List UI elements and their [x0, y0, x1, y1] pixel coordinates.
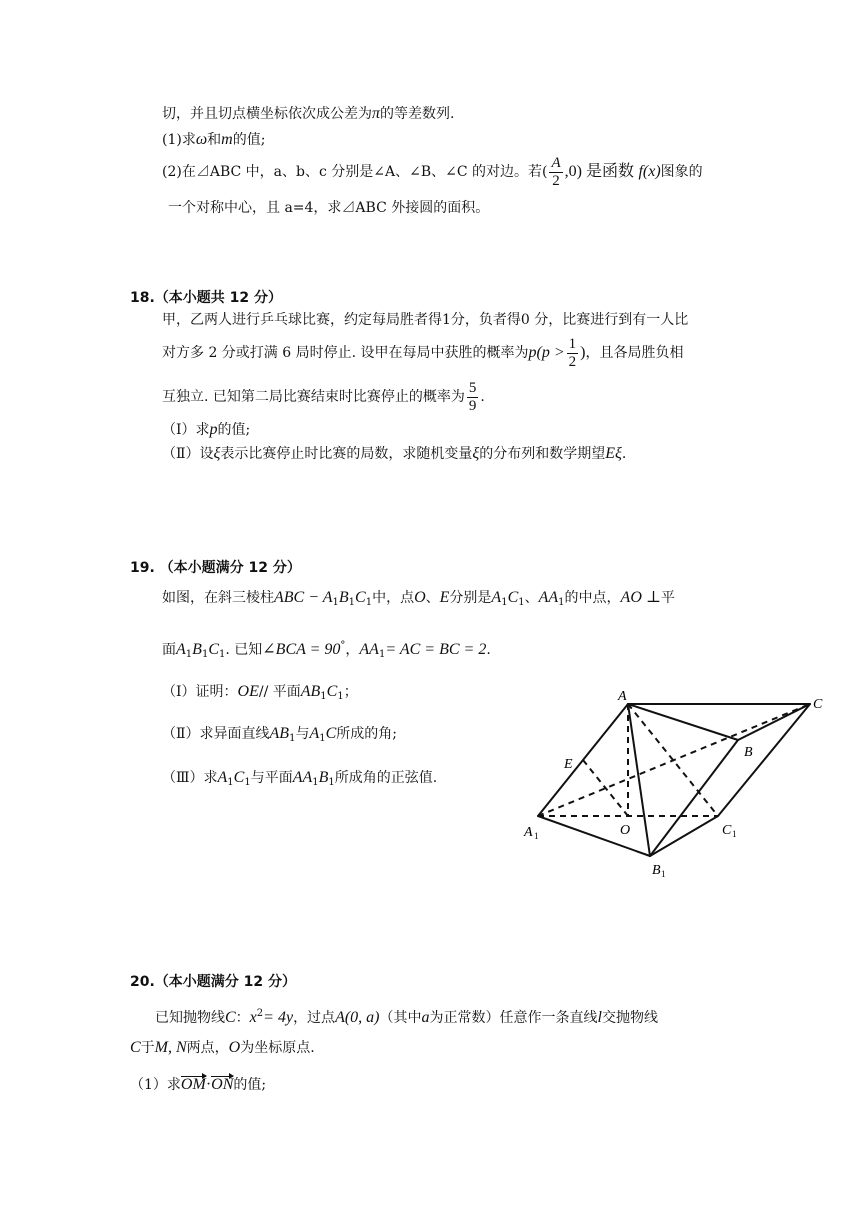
text: 的分布列和数学期望 [479, 446, 606, 462]
prism-figure [510, 684, 830, 880]
text: 表示比赛停止时比赛的局数，求随机变量 [220, 446, 473, 462]
text: . [621, 446, 627, 462]
math-prism: ABC − A [274, 589, 333, 606]
dashed-e-o [583, 760, 628, 816]
subscript: 1 [365, 597, 373, 608]
edge-a-b1 [628, 704, 650, 856]
math-x: (x) [642, 163, 661, 180]
subscript: 1 [378, 649, 386, 660]
math: x [249, 1009, 257, 1026]
p19-q3 [162, 768, 437, 793]
subscript: 1 [328, 777, 335, 788]
text: 面 [162, 642, 176, 658]
math: a [421, 1009, 430, 1026]
subscript: 1 [244, 777, 251, 788]
text: 的中点， [564, 590, 621, 606]
label-b: B [744, 745, 753, 760]
frac-num: 1 [568, 335, 577, 352]
math: B [338, 589, 349, 606]
math-omega: ω [195, 131, 208, 148]
subscript: 1 [558, 597, 565, 608]
vector-om: OM [180, 1076, 206, 1093]
text: . 已知 [225, 642, 263, 658]
frac-num: A [551, 154, 561, 171]
math-c: C [225, 1009, 236, 1026]
p20-line2 [130, 1038, 315, 1058]
math-expectation: Eξ [605, 445, 622, 462]
text: 、 [524, 590, 539, 606]
subscript: 1 [337, 691, 344, 702]
subscript: 1 [227, 777, 234, 788]
math-dot: · [205, 1076, 212, 1093]
p17-q2-line2 [168, 198, 489, 218]
math-p: p [209, 421, 218, 438]
text: 已知抛物线 [155, 1010, 225, 1026]
label-a: A [618, 689, 627, 704]
text: （Ⅱ）设 [162, 446, 214, 462]
math-xi: ξ [472, 445, 480, 462]
text: ： [235, 1010, 250, 1026]
text: ,0) 是函数 [564, 163, 634, 180]
math-o: O [414, 589, 426, 606]
subscript: 1 [312, 777, 319, 788]
text: （其中 [379, 1010, 422, 1026]
math: l [597, 1009, 602, 1026]
p19-line2 [162, 636, 491, 665]
p19-q1 [162, 682, 358, 707]
text: ， [345, 642, 360, 658]
p17-line1 [162, 104, 454, 124]
math-cond: (p > [536, 344, 565, 361]
p19-heading: 19. （本小题满分 12 分） [130, 560, 301, 576]
math: C [233, 769, 245, 786]
text: 为坐标原点. [240, 1040, 315, 1056]
text: 两点， [186, 1040, 229, 1056]
text: 切，并且切点横坐标依次成公差为 [162, 106, 372, 122]
p18-line1 [162, 310, 688, 330]
math: A [491, 589, 502, 606]
math: A [309, 725, 320, 742]
text: . [480, 389, 485, 405]
p18-line3 [162, 378, 485, 416]
p19-q2 [162, 724, 397, 749]
math-p: p [528, 344, 537, 361]
text: 平 [660, 590, 675, 606]
p18-heading: 18.（本小题共 12 分） [130, 290, 283, 306]
text: 如图，在斜三棱柱 [162, 590, 274, 606]
label-a1: A [524, 825, 533, 840]
math: M, N [154, 1039, 187, 1056]
math: = 4y [263, 1009, 294, 1026]
text: 的等差数列. [380, 106, 455, 122]
edge-a-b [628, 704, 738, 740]
subscript: 1 [319, 733, 326, 744]
subscript: 1 [518, 597, 525, 608]
subscript: 1 [201, 649, 209, 660]
math-e: E [439, 589, 450, 606]
math-xi: ξ [213, 445, 221, 462]
text: 与 [295, 726, 310, 742]
math: AB [300, 683, 321, 700]
fraction-5-over-9 [467, 380, 479, 415]
text: 对方多 2 分或打满 6 局时停止. 设甲在每局中获胜的概率为 [162, 345, 529, 361]
superscript: 2 [256, 1008, 264, 1019]
text: 中，点 [372, 590, 415, 606]
edge-a1-b1 [538, 816, 650, 856]
p20-heading: 20.（本小题满分 12 分） [130, 974, 297, 990]
subscript: 1 [501, 597, 508, 608]
p19-line1 [162, 588, 675, 613]
label-c: C [813, 697, 823, 712]
label-b1-sub: 1 [661, 869, 666, 879]
math-f: f [638, 163, 643, 180]
text: 、 [425, 590, 440, 606]
text: ，且各局胜负相 [585, 345, 684, 361]
p17-q2 [162, 154, 703, 190]
label-c1: C [722, 823, 732, 838]
frac-den: 2 [568, 353, 577, 370]
math: OE [237, 683, 259, 700]
text: （1）求 [130, 1077, 181, 1093]
text: (1)求 [162, 132, 196, 148]
frac-den: 2 [552, 172, 560, 189]
math: C [326, 683, 338, 700]
math: B [318, 769, 329, 786]
text: 图象的 [660, 164, 703, 180]
text: . [486, 642, 491, 658]
math: A [217, 769, 228, 786]
label-a1-sub: 1 [534, 831, 539, 841]
fraction-1-over-2 [567, 336, 579, 371]
text: 和 [207, 132, 222, 148]
text: ) [580, 344, 586, 361]
text: 于 [140, 1040, 155, 1056]
text: （Ⅰ）求 [162, 422, 210, 438]
text: (2)在⊿ABC 中，a、b、c 分别是∠A、∠B、∠C 的对边。若( [162, 164, 548, 180]
label-c1-sub: 1 [732, 829, 737, 839]
subscript: 1 [218, 649, 226, 660]
math-perp: AO ⊥ [620, 589, 661, 606]
text: 的值; [232, 132, 266, 148]
math-equation: = AC = BC = 2 [385, 641, 487, 658]
math-c: C [130, 1039, 141, 1056]
vector-on: ON [211, 1076, 234, 1093]
frac-num: 5 [468, 379, 477, 396]
math-m: m [221, 131, 233, 148]
text: （Ⅲ）求 [162, 770, 218, 786]
subscript: 1 [320, 691, 327, 702]
text: 的值; [233, 1077, 267, 1093]
edge-b-c [738, 704, 810, 740]
text: ； [343, 684, 358, 700]
text: 互独立. 已知第二局比赛结束时比赛停止的概率为 [162, 389, 465, 405]
subscript: 1 [289, 733, 296, 744]
math: O [228, 1039, 241, 1056]
text: ，过点 [293, 1010, 336, 1026]
label-o: O [620, 823, 631, 838]
math: AA [538, 589, 559, 606]
math: C [325, 725, 337, 742]
p18-q1 [162, 420, 250, 440]
text: 甲，乙两人进行乒乓球比赛，约定每局胜者得1分，负者得0 分，比赛进行到有一人比 [162, 312, 689, 328]
edge-b-b1 [650, 740, 738, 856]
text: // 平面 [258, 684, 301, 700]
math: B [192, 641, 202, 658]
edge-b1-c1 [650, 816, 718, 856]
math: C [507, 589, 519, 606]
subscript: 1 [185, 649, 193, 660]
p17-q1 [162, 130, 265, 150]
math: A [176, 641, 186, 658]
p20-q1 [130, 1074, 266, 1095]
p18-line2 [162, 334, 683, 372]
text: 一个对称中心，且 a=4，求⊿ABC 外接圆的面积。 [168, 200, 490, 216]
text: 交抛物线 [601, 1010, 658, 1026]
superscript: ° [340, 640, 346, 651]
label-e: E [564, 757, 573, 772]
math-point: A(0, a) [335, 1009, 380, 1026]
label-b1: B [652, 863, 661, 878]
p18-q2 [162, 444, 626, 464]
math: C [355, 589, 366, 606]
text: 分别是 [449, 590, 492, 606]
math: AB [269, 725, 290, 742]
p20-line1 [155, 1004, 658, 1028]
text: 为正常数）任意作一条直线 [429, 1010, 598, 1026]
edge-c1-c [718, 704, 810, 816]
math-angle: ∠BCA = 90 [262, 641, 341, 658]
dashed-a1-c [538, 704, 810, 816]
text: （Ⅰ）证明： [162, 684, 238, 700]
math: C [208, 641, 219, 658]
frac-den: 9 [468, 397, 477, 414]
text: （Ⅱ）求异面直线 [162, 726, 270, 742]
text: 与平面 [250, 770, 293, 786]
math: AA [359, 641, 379, 658]
text: 所成的角; [336, 726, 397, 742]
fraction-a-over-2 [549, 155, 562, 190]
subscript: 1 [348, 597, 356, 608]
text: 的值; [217, 422, 251, 438]
math: AA [292, 769, 313, 786]
math-pi: π [372, 105, 381, 122]
subscript: 1 [332, 597, 339, 608]
text: 所成角的正弦值. [334, 770, 438, 786]
